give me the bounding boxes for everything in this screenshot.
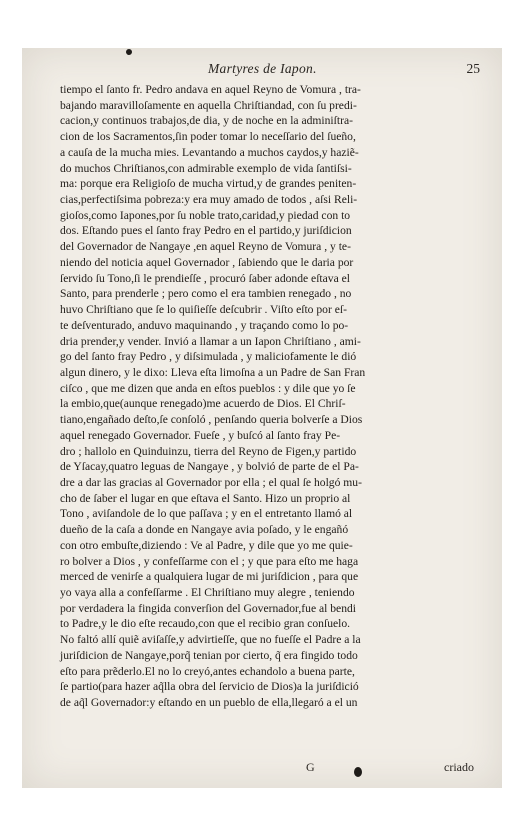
- text-line: Santo, para prenderle ; pero como el era tambien renegado , no: [60, 287, 352, 301]
- text-line: por verdadera la fingida converſion del Governador,fue al bendi: [60, 601, 357, 615]
- text-line: te deſventurado, anduvo maquinando , y traçando como lo po-: [60, 318, 349, 332]
- page-number: 25: [466, 61, 480, 76]
- text-line: cacion,y continuos trabajos,de dia, y de noche en la adminiſtra-: [60, 114, 353, 128]
- text-line: tiempo el ſanto fr. Pedro andava en aquel Reyno de Vomura , tra-: [60, 83, 361, 96]
- text-line: la embio,que(aunque renegado)me acuerdo de Dios. El Chriſ-: [60, 397, 346, 411]
- text-line: cho de ſaber el lugar en que eſtava el Santo. Hizo un proprio al: [60, 491, 351, 505]
- text-line: tiano,engañado deſto,ſe conſoló , penſando queria bolverſe a Dios: [60, 413, 363, 427]
- text-line: aquel renegado Governador. Fueſe , y buſcó al ſanto fray Pe-: [60, 428, 341, 442]
- text-line: gioſos,como Iapones,por ſu noble trato,caridad,y piedad con to: [60, 208, 351, 222]
- text-line: algun dinero, y le dixo: Lleva eſta limoſna a un Padre de San Fran: [60, 365, 366, 379]
- text-line: del Governador de Nangaye ,en aquel Reyno de Vomura , y te-: [60, 240, 351, 254]
- running-title: Martyres de Iapon.: [208, 61, 317, 76]
- text-line: merced de venirſe a qualquiera lugar de mi juriſdicion , para que: [60, 570, 359, 584]
- text-line: cion de los Sacramentos,ſin poder tomar lo neceſſario del ſueño,: [60, 130, 356, 144]
- text-line: to Padre,y le dio eſte recaudo,con que el recibio gran conſuelo.: [60, 617, 351, 631]
- text-line: yo vaya alla a confeſſarme . El Chriſtiano muy alegre , teniendo: [60, 586, 355, 599]
- text-line: ciſco , que me dizen que anda en eſtos pueblos : y dile que yo ſe: [60, 381, 356, 395]
- text-line: go del ſanto fray Pedro , y diſsimulada , y maliciofamente le dió: [60, 350, 357, 364]
- text-line: dro ; hallolo en Quinduinzu, tierra del Reyno de Figen,y partido: [60, 444, 357, 458]
- text-line: ſervido ſu Tono,ſi le prendieſſe , procuró ſaber adonde eſtava el: [60, 271, 351, 285]
- text-line: ſe partio(para hazer aq̃lla obra del ſervicio de Dios)a la juriſdició: [60, 680, 359, 694]
- text-line: dre a dar las gracias al Governador por ella ; el qual ſe holgó mu-: [60, 475, 362, 489]
- text-line: juriſdicion de Nangaye,porq̃ tenian por cierto, q̃ era fingido todo: [60, 648, 358, 662]
- text-line: de aq̃l Governador:y eſtando en un pueblo de ella,llegaró a el un: [60, 696, 358, 710]
- text-line: de Yſacay,quatro leguas de Nangaye , y bolvió de parte de el Pa-: [60, 460, 359, 474]
- text-line: dueño de la caſa a donde en Nangaye avia poſado, y le engañó: [60, 523, 349, 537]
- text-line: cias,perfectiſsima pobreza:y era muy amado de todos , aſsi Reli-: [60, 193, 358, 207]
- text-line: eſto para prẽderlo.El no lo creyó,antes echandolo a buena parte,: [60, 664, 355, 678]
- catchword: criado: [444, 760, 474, 774]
- text-line: ro bolver a Dios , y confeſſarme con el ; y que para eſto me haga: [60, 554, 359, 568]
- signature-mark: G: [306, 760, 315, 774]
- body-text: [60, 82, 486, 711]
- text-line: bajando maravilloſamente en aquella Chriſtiandad, con ſu predi-: [60, 98, 357, 112]
- text-line: dria prender,y vender. Invió a llamar a un Iapon Chriſtiano , ami-: [60, 334, 361, 348]
- text-line: con otro embuſte,diziendo : Ve al Padre, y dile que yo me quie-: [60, 538, 353, 552]
- text-line: Tono , aviſandole de lo que paſſava ; y en el entretanto llamó al: [60, 507, 353, 521]
- ink-blot-top: [126, 49, 132, 55]
- ink-blot-bottom: [354, 767, 362, 777]
- text-line: niendo del noticia aquel Governador , ſabiendo que le daria por: [60, 255, 354, 269]
- text-line: huvo Chriſtiano que ſe lo quiſieſſe deſcubrir . Viſto eſto por eſ-: [60, 303, 347, 317]
- running-head: [60, 61, 480, 81]
- text-line: No faltó allí quiẽ aviſaſſe,y advirtieſſe, que no fueſſe el Padre a la: [60, 633, 361, 647]
- text-line: dos. Eſtando pues el ſanto fray Pedro en el partido,y juriſdicion: [60, 224, 352, 238]
- text-line: do muchos Chriſtianos,con admirable exemplo de vida ſantiſsi-: [60, 161, 352, 175]
- text-line: ma: porque era Religioſo de mucha virtud,y de grandes peniten-: [60, 177, 357, 191]
- text-line: a cauſa de la mucha mies. Levantando a muchos caydos,y haziẽ-: [60, 145, 359, 159]
